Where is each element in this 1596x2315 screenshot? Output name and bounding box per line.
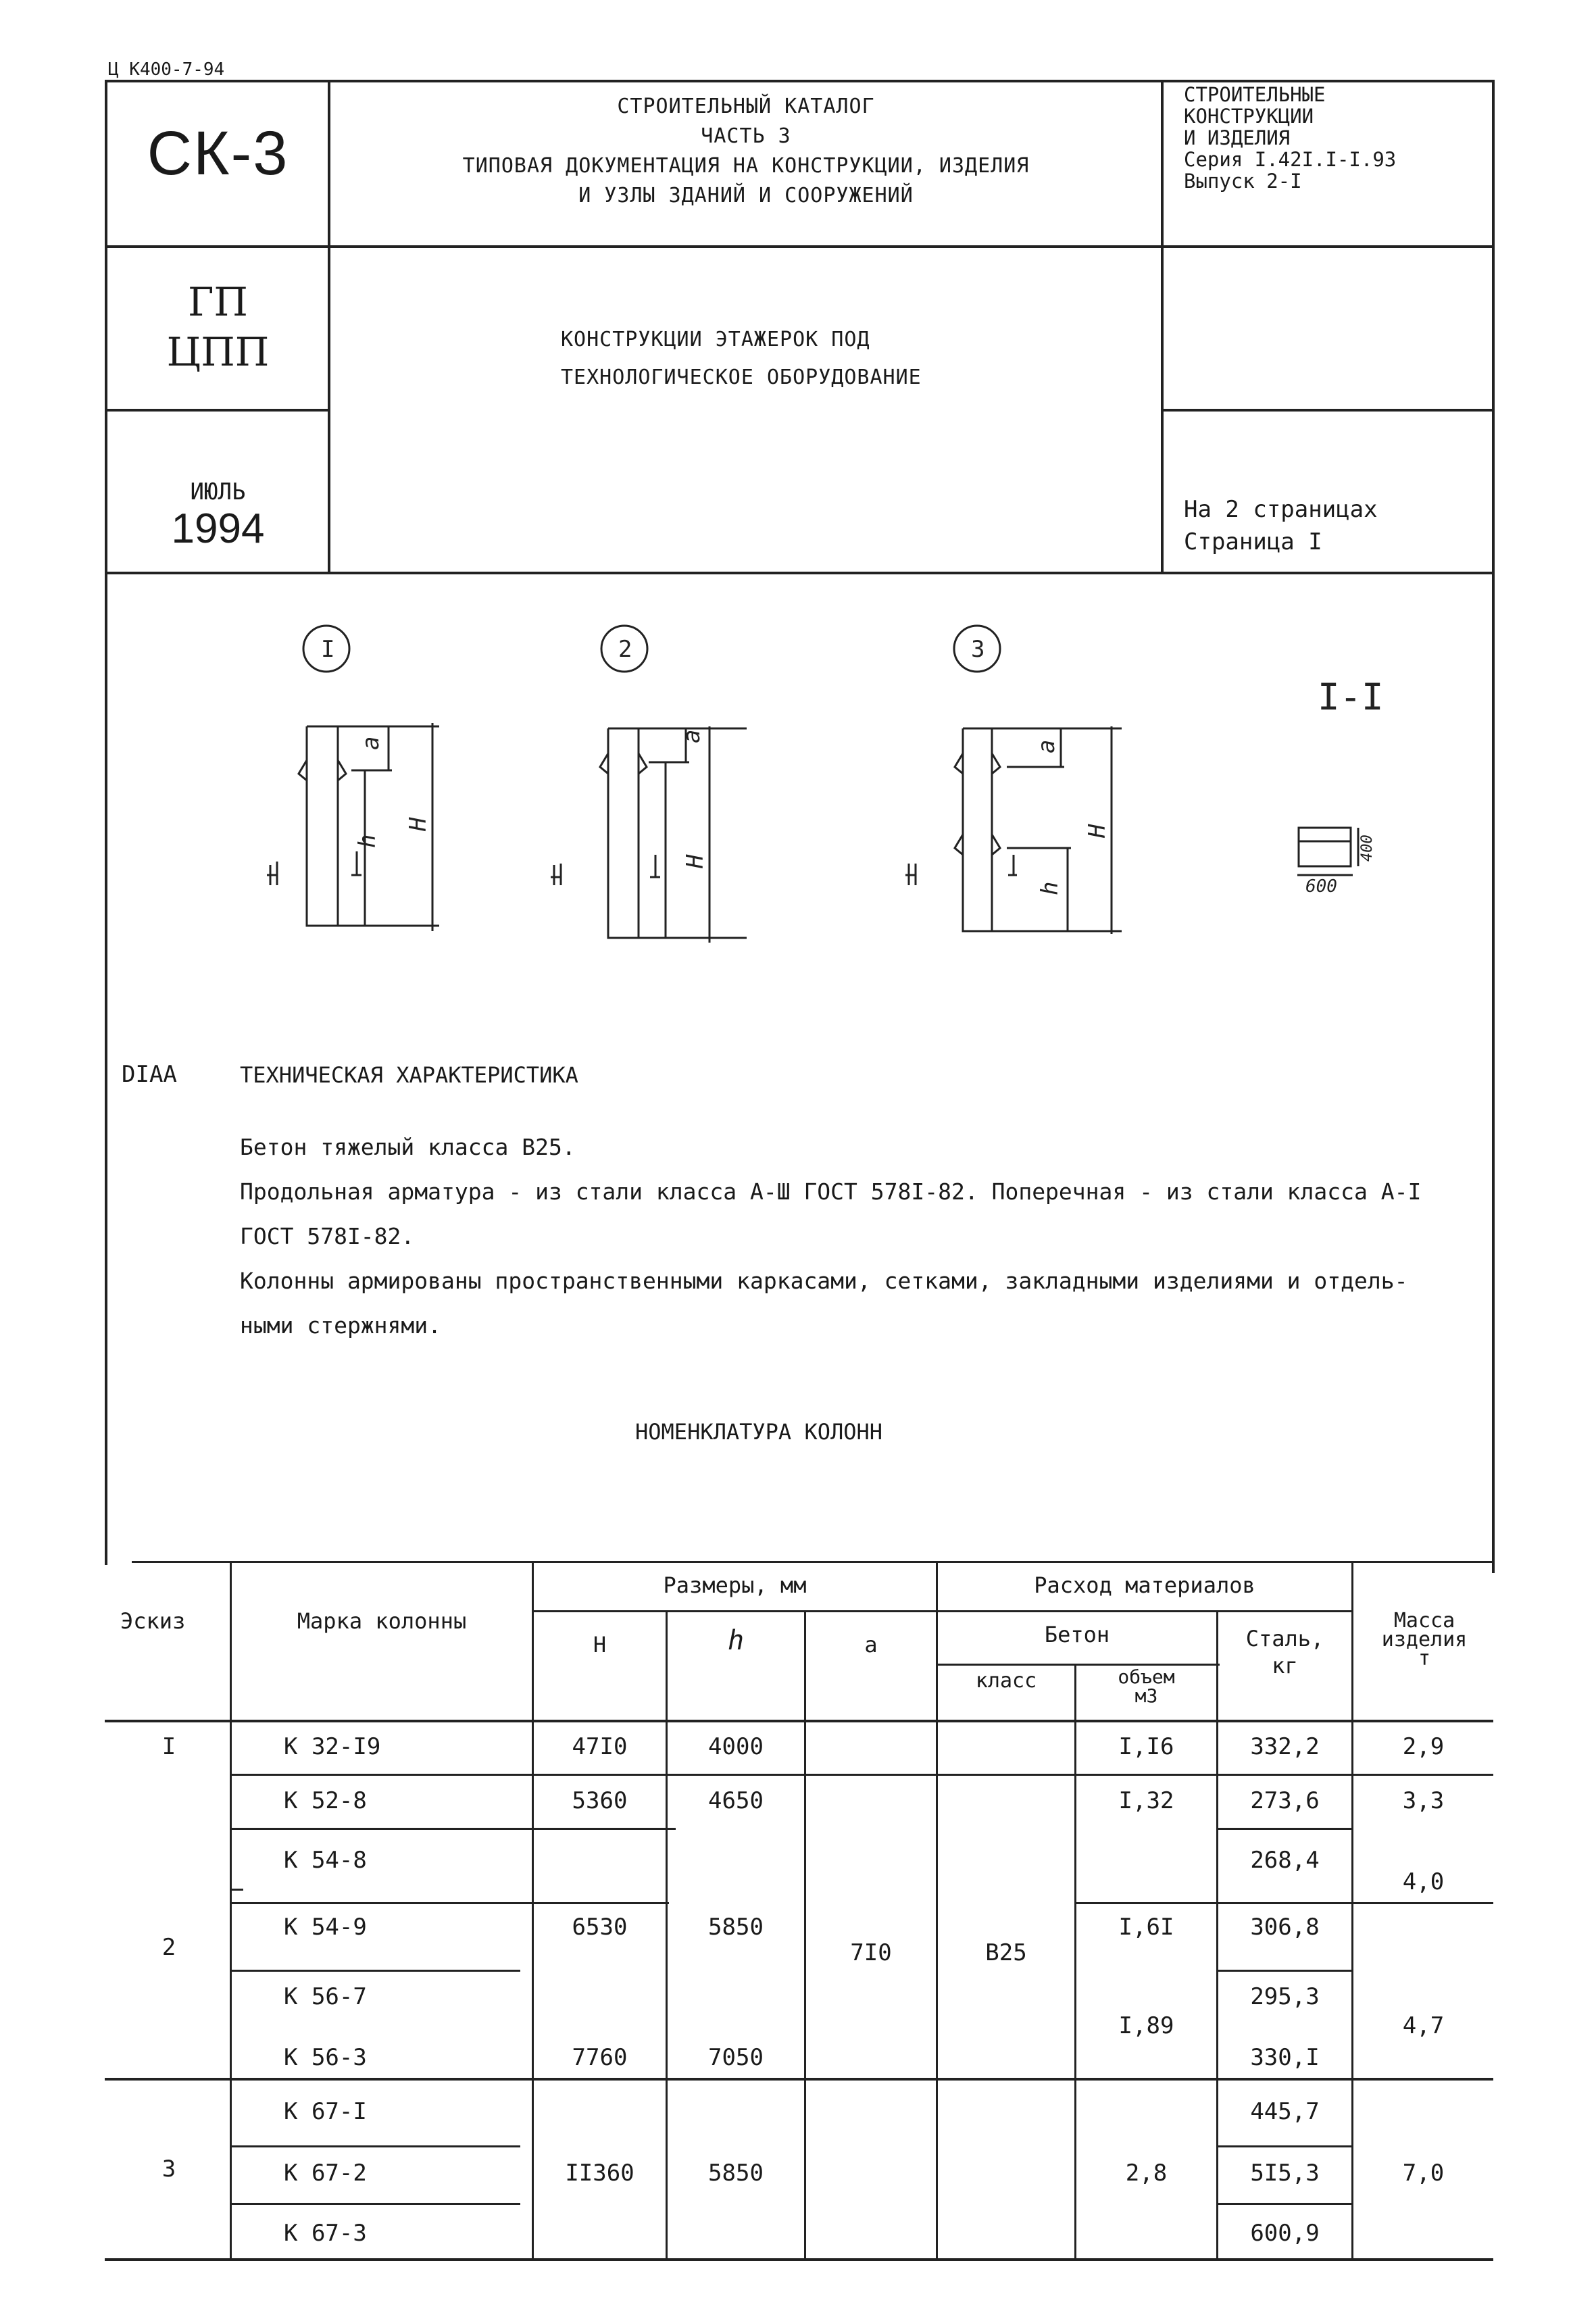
sketch-label-1: I xyxy=(321,636,335,663)
catalog-title: СТРОИТЕЛЬНЫЙ КАТАЛОГ ЧАСТЬ 3 ТИПОВАЯ ДОКУМЕНТАЦИЯ НА КОНСТРУКЦИИ, ИЗДЕЛИЯ И УЗЛЫ ЗДАНИЙ И СООРУЖЕНИЙ xyxy=(462,95,1030,207)
cell-mass: 4,7 xyxy=(1402,2012,1445,2039)
table-row: К 67-3 xyxy=(284,2220,367,2247)
section-label: I-I xyxy=(1318,676,1384,718)
svg-text:a: a xyxy=(357,736,384,750)
sketch-label-2: 2 xyxy=(618,636,632,663)
tech-text xyxy=(240,1125,1490,1348)
table-row: К 56-3 xyxy=(284,2044,367,2071)
sketch-label-3: 3 xyxy=(971,636,985,663)
tech-p1: Бетон тяжелый класса В25. xyxy=(240,1134,576,1160)
cell-H: 6530 xyxy=(572,1914,628,1941)
cell-a: 7I0 xyxy=(850,1939,892,1966)
cell-H: II360 xyxy=(565,2160,634,2187)
th-mass: Масса изделия т xyxy=(1381,1609,1468,1670)
cell-mass: 7,0 xyxy=(1402,2160,1445,2187)
cell-H: 5360 xyxy=(572,1787,628,1814)
cell-steel: 295,3 xyxy=(1250,1983,1320,2010)
tech-p3b: ными стержнями. xyxy=(240,1312,442,1339)
th-concrete: Бетон xyxy=(1044,1622,1110,1647)
cell-H: 47I0 xyxy=(572,1733,628,1760)
cell-steel: 273,6 xyxy=(1250,1787,1320,1814)
sketch-group-3: 3 xyxy=(161,2156,176,2183)
release-date: ИЮЛЬ 1994 xyxy=(171,478,265,552)
th-mark: Марка колонны xyxy=(297,1608,467,1634)
table-row: К 67-2 xyxy=(284,2160,367,2187)
th-H: Н xyxy=(593,1632,607,1658)
cell-mass: 4,0 xyxy=(1402,1868,1445,1895)
cell-steel: 5I5,3 xyxy=(1250,2160,1320,2187)
table-row: К 52-8 xyxy=(284,1787,367,1814)
table-row: К 54-9 xyxy=(284,1914,367,1941)
th-class: класс xyxy=(975,1669,1037,1693)
tech-heading: ТЕХНИЧЕСКАЯ ХАРАКТЕРИСТИКА xyxy=(240,1062,578,1088)
th-dims: Размеры, мм xyxy=(663,1572,807,1598)
tech-code: DIAA xyxy=(122,1061,177,1088)
cell-H: 7760 xyxy=(572,2044,628,2071)
document-code: Ц К400-7-94 xyxy=(108,59,225,80)
column-sketches xyxy=(0,608,1596,987)
table-row: К 32-I9 xyxy=(284,1733,381,1760)
cell-h: 5850 xyxy=(708,1914,764,1941)
document-title: КОНСТРУКЦИИ ЭТАЖЕРОК ПОД ТЕХНОЛОГИЧЕСКОЕ ОБОРУДОВАНИЕ xyxy=(561,328,922,389)
sketch-group-2: 2 xyxy=(161,1934,176,1961)
cell-volume: I,I6 xyxy=(1118,1733,1174,1760)
svg-text:h: h xyxy=(354,834,381,848)
tech-p3a: Колонны армированы пространственными каркасами, сетками, закладными изделиями и отдель- xyxy=(240,1268,1408,1294)
cell-steel: 332,2 xyxy=(1250,1733,1320,1760)
th-sketch: Эскиз xyxy=(120,1608,186,1634)
th-h: h xyxy=(727,1625,745,1656)
cell-steel: 330,I xyxy=(1250,2044,1320,2071)
cell-h: 5850 xyxy=(708,2160,764,2187)
cell-steel: 600,9 xyxy=(1250,2220,1320,2247)
section-info: СТРОИТЕЛЬНЫЕ КОНСТРУКЦИИ И ИЗДЕЛИЯ Серия I.42I.I-I.93 Выпуск 2-I xyxy=(1184,83,1397,193)
sketch-group-1: I xyxy=(161,1733,176,1760)
organization: ГП ЦПП xyxy=(166,279,270,375)
svg-text:a: a xyxy=(678,729,705,743)
svg-text:H: H xyxy=(682,854,709,868)
table-row: К 67-I xyxy=(284,2098,367,2125)
cell-volume: 2,8 xyxy=(1125,2160,1168,2187)
cell-mass: 3,3 xyxy=(1402,1787,1445,1814)
svg-text:H: H xyxy=(1084,824,1111,838)
svg-text:h: h xyxy=(1037,881,1064,895)
table-row: К 54-8 xyxy=(284,1847,367,1874)
tech-p2b: ГОСТ 578I-82. xyxy=(240,1223,415,1249)
cell-class: В25 xyxy=(985,1939,1027,1966)
cell-steel: 268,4 xyxy=(1250,1847,1320,1874)
table-row: К 56-7 xyxy=(284,1983,367,2010)
cell-h: 4000 xyxy=(708,1733,764,1760)
cell-steel: 445,7 xyxy=(1250,2098,1320,2125)
svg-text:H: H xyxy=(405,817,432,831)
th-steel: Сталь, кг xyxy=(1245,1626,1324,1678)
cell-volume: I,89 xyxy=(1118,2012,1174,2039)
section-rect xyxy=(1299,828,1351,866)
svg-text:a: a xyxy=(1033,739,1060,753)
th-volume: объем м3 xyxy=(1118,1666,1175,1707)
th-a: а xyxy=(864,1632,878,1658)
cell-mass: 2,9 xyxy=(1402,1733,1445,1760)
cell-h: 4650 xyxy=(708,1787,764,1814)
cell-steel: 306,8 xyxy=(1250,1914,1320,1941)
section-width: 600 xyxy=(1305,876,1337,897)
tech-p2a: Продольная арматура - из стали класса А-Ш ГОСТ 578I-82. Поперечная - из стали класса А-I xyxy=(240,1178,1422,1205)
cell-h: 7050 xyxy=(708,2044,764,2071)
section-height: 400 xyxy=(1359,835,1376,862)
cell-volume: I,32 xyxy=(1118,1787,1174,1814)
page-info: На 2 страницах Страница I xyxy=(1184,496,1378,555)
table-title: НОМЕНКЛАТУРА КОЛОНН xyxy=(635,1419,883,1445)
catalog-code: СК-3 xyxy=(147,119,289,188)
th-materials: Расход материалов xyxy=(1034,1572,1255,1598)
cell-volume: I,6I xyxy=(1118,1914,1174,1941)
